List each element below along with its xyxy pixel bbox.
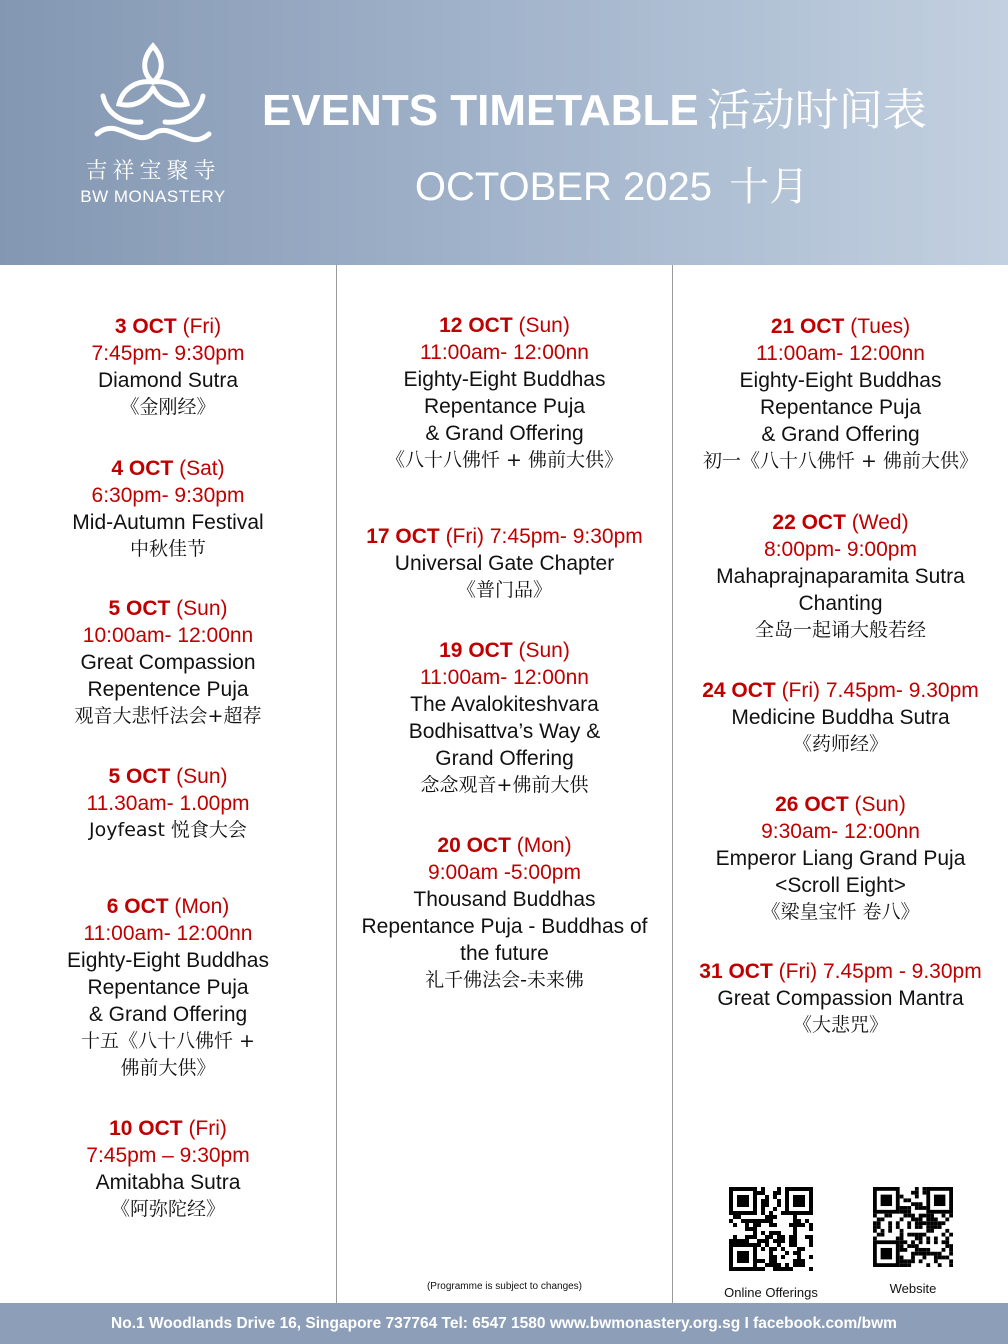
event-description-line: Thousand Buddhas [413, 888, 596, 911]
event-item [673, 791, 1008, 926]
event-date [673, 791, 1008, 818]
event-item [337, 312, 672, 474]
event-date-label: 4 OCT [111, 457, 174, 480]
event-description-line: Eighty-Eight Buddhas [67, 949, 269, 972]
event-description-line: 《普门品》 [456, 579, 552, 601]
event-day: (Wed) [851, 511, 909, 534]
logo-chinese-name: 吉祥宝聚寺 [85, 159, 221, 184]
event-day: (Fri) [182, 315, 222, 338]
event-item [0, 1115, 336, 1223]
event-date-label: 5 OCT [108, 765, 171, 788]
event-description-line: 《大悲咒》 [792, 1014, 888, 1036]
event-date-label: 19 OCT [439, 639, 513, 662]
subtitle-english: OCTOBER 2025 [414, 165, 713, 209]
header-banner [0, 0, 1008, 265]
title-english: EVENTS TIMETABLE [262, 86, 699, 135]
event-date [0, 1115, 336, 1142]
event-description-line: 观音大悲忏法会+超荐 [74, 705, 262, 727]
event-item [0, 313, 336, 421]
event-description-line: Great Compassion Mantra [717, 987, 964, 1010]
event-item [337, 637, 672, 799]
event-date [0, 595, 336, 622]
event-description-line: 《阿弥陀经》 [110, 1198, 225, 1220]
event-time: 8:00pm- 9:00pm [764, 538, 917, 561]
event-day: (Tues) [850, 315, 911, 338]
event-description-line: Repentence Puja [87, 678, 249, 701]
footer-contact: No.1 Woodlands Drive 16, Singapore 737764 Tel: 6547 1580 www.bwmonastery.org.sg I facebook.com/bwm [0, 1303, 1008, 1344]
event-day: (Sat) [179, 457, 225, 480]
event-description-line: 佛前大供》 [120, 1057, 216, 1079]
event-description-line: Medicine Buddha Sutra [731, 706, 950, 729]
event-description-line: 《八十八佛忏 + 佛前大供》 [386, 449, 623, 471]
event-day: (Fri) 7.45pm - 9.30pm [778, 960, 982, 983]
event-item [0, 455, 336, 563]
subtitle-chinese: 十月 [729, 164, 810, 210]
event-date-label: 21 OCT [770, 315, 845, 338]
event-description-line: Universal Gate Chapter [394, 552, 615, 575]
event-item [337, 523, 672, 604]
event-date [673, 958, 1008, 985]
event-date [337, 637, 672, 664]
event-description-line: 全岛一起诵大般若经 [754, 619, 926, 641]
qr-label-website: Website [889, 1281, 937, 1296]
event-date [673, 509, 1008, 536]
qr-code-icon [873, 1187, 953, 1267]
event-date-label: 12 OCT [439, 314, 513, 337]
logo-english-name: BW MONASTERY [80, 187, 226, 206]
event-date [0, 763, 336, 790]
page-title [262, 74, 927, 138]
event-item [673, 677, 1008, 758]
event-day: (Sun) [518, 639, 570, 662]
event-date-label: 22 OCT [772, 511, 846, 534]
event-description-line: Amitabha Sutra [95, 1171, 241, 1194]
event-description-line: Repentance Puja [87, 976, 249, 999]
event-day: (Fri) 7:45pm- 9:30pm [445, 525, 643, 548]
event-description-line: Repentance Puja [423, 395, 586, 418]
event-day: (Mon) [174, 895, 230, 918]
event-time: 11:00am- 12:00nn [756, 342, 925, 365]
event-description-line: Diamond Sutra [97, 369, 239, 392]
event-description-line: Chanting [798, 592, 883, 615]
qr-online-offerings[interactable] [711, 1187, 831, 1300]
programme-note: (Programme is subject to changes) [426, 1281, 583, 1292]
event-time: 6:30pm- 9:30pm [91, 484, 245, 507]
event-date-label: 31 OCT [699, 960, 773, 983]
event-date [337, 312, 672, 339]
event-description-line: & Grand Offering [425, 422, 584, 445]
event-date-label: 26 OCT [775, 793, 849, 816]
event-day: (Sun) [854, 793, 906, 816]
event-date [0, 313, 336, 340]
title-chinese: 活动时间表 [706, 85, 927, 136]
event-description-line: 《梁皇宝忏 卷八》 [761, 901, 920, 923]
event-time: 7:45pm – 9:30pm [86, 1144, 250, 1167]
event-date-label: 20 OCT [437, 834, 511, 857]
event-day: (Fri) [188, 1117, 227, 1140]
event-date-label: 3 OCT [114, 315, 177, 338]
event-time: 10:00am- 12:00nn [82, 624, 254, 647]
event-time: 7:45pm- 9:30pm [91, 342, 245, 365]
event-description-line: 十五《八十八佛忏 + [81, 1030, 255, 1052]
event-description-line: Eighty-Eight Buddhas [739, 369, 942, 392]
event-date [673, 677, 1008, 704]
event-description-line: & Grand Offering [88, 1003, 248, 1026]
column-2 [336, 265, 672, 1303]
event-description-line: Eighty-Eight Buddhas [403, 368, 606, 391]
qr-label-online-offerings: Online Offerings [724, 1285, 818, 1300]
event-time: 11:00am- 12:00nn [420, 666, 589, 689]
column-1 [0, 265, 336, 1303]
event-item [0, 595, 336, 730]
event-date-label: 5 OCT [108, 597, 171, 620]
event-description-line: 《药师经》 [792, 733, 888, 755]
event-item [673, 509, 1008, 644]
event-description-line: Repentance Puja [759, 396, 922, 419]
column-3 [672, 265, 1008, 1303]
event-day: (Sun) [176, 765, 228, 788]
event-description-line: The Avalokiteshvara [410, 693, 599, 716]
event-date [337, 832, 672, 859]
event-time: 9:00am -5:00pm [428, 861, 581, 884]
event-date-label: 6 OCT [106, 895, 169, 918]
event-item [0, 763, 336, 844]
event-date-label: 17 OCT [366, 525, 440, 548]
event-day: (Mon) [516, 834, 572, 857]
event-time: 9:30am- 12:00nn [761, 820, 920, 843]
event-description-line: Repentance Puja - Buddhas of [361, 915, 648, 938]
event-description-line: the future [460, 942, 549, 965]
event-description-line: 《金刚经》 [120, 396, 216, 418]
event-description-line: Joyfeast 悦食大会 [89, 819, 247, 841]
event-date [337, 523, 672, 550]
event-time: 11.30am- 1.00pm [86, 792, 250, 815]
event-description-line: 初一《八十八佛忏 + 佛前大供》 [703, 450, 978, 472]
page-subtitle [0, 155, 1008, 212]
event-item [337, 832, 672, 994]
event-description-line: Grand Offering [435, 747, 574, 770]
event-time: 11:00am- 12:00nn [83, 922, 253, 945]
event-description-line: Bodhisattva’s Way & [408, 720, 601, 743]
event-description-line: 中秋佳节 [129, 538, 206, 560]
event-description-line: Emperor Liang Grand Puja [715, 847, 966, 870]
event-description-line: <Scroll Eight> [775, 874, 906, 897]
event-description-line: 念念观音+佛前大供 [420, 774, 589, 796]
event-day: (Sun) [176, 597, 228, 620]
event-date-label: 24 OCT [702, 679, 776, 702]
event-date-label: 10 OCT [109, 1117, 183, 1140]
event-time: 11:00am- 12:00nn [420, 341, 589, 364]
event-day: (Sun) [518, 314, 570, 337]
event-description-line: Mahaprajnaparamita Sutra [716, 565, 965, 588]
event-day: (Fri) 7.45pm- 9.30pm [781, 679, 979, 702]
event-description-line: 礼千佛法会-未来佛 [425, 969, 584, 991]
event-item [673, 958, 1008, 1039]
event-item [673, 313, 1008, 475]
event-description-line: & Grand Offering [761, 423, 920, 446]
qr-website[interactable] [853, 1187, 973, 1296]
event-date [0, 455, 336, 482]
event-description-line: Mid-Autumn Festival [72, 511, 264, 534]
qr-code-icon [729, 1187, 813, 1271]
event-date [673, 313, 1008, 340]
event-date [0, 893, 336, 920]
lotus-icon [83, 38, 223, 148]
event-item [0, 893, 336, 1082]
event-description-line: Great Compassion [80, 651, 256, 674]
